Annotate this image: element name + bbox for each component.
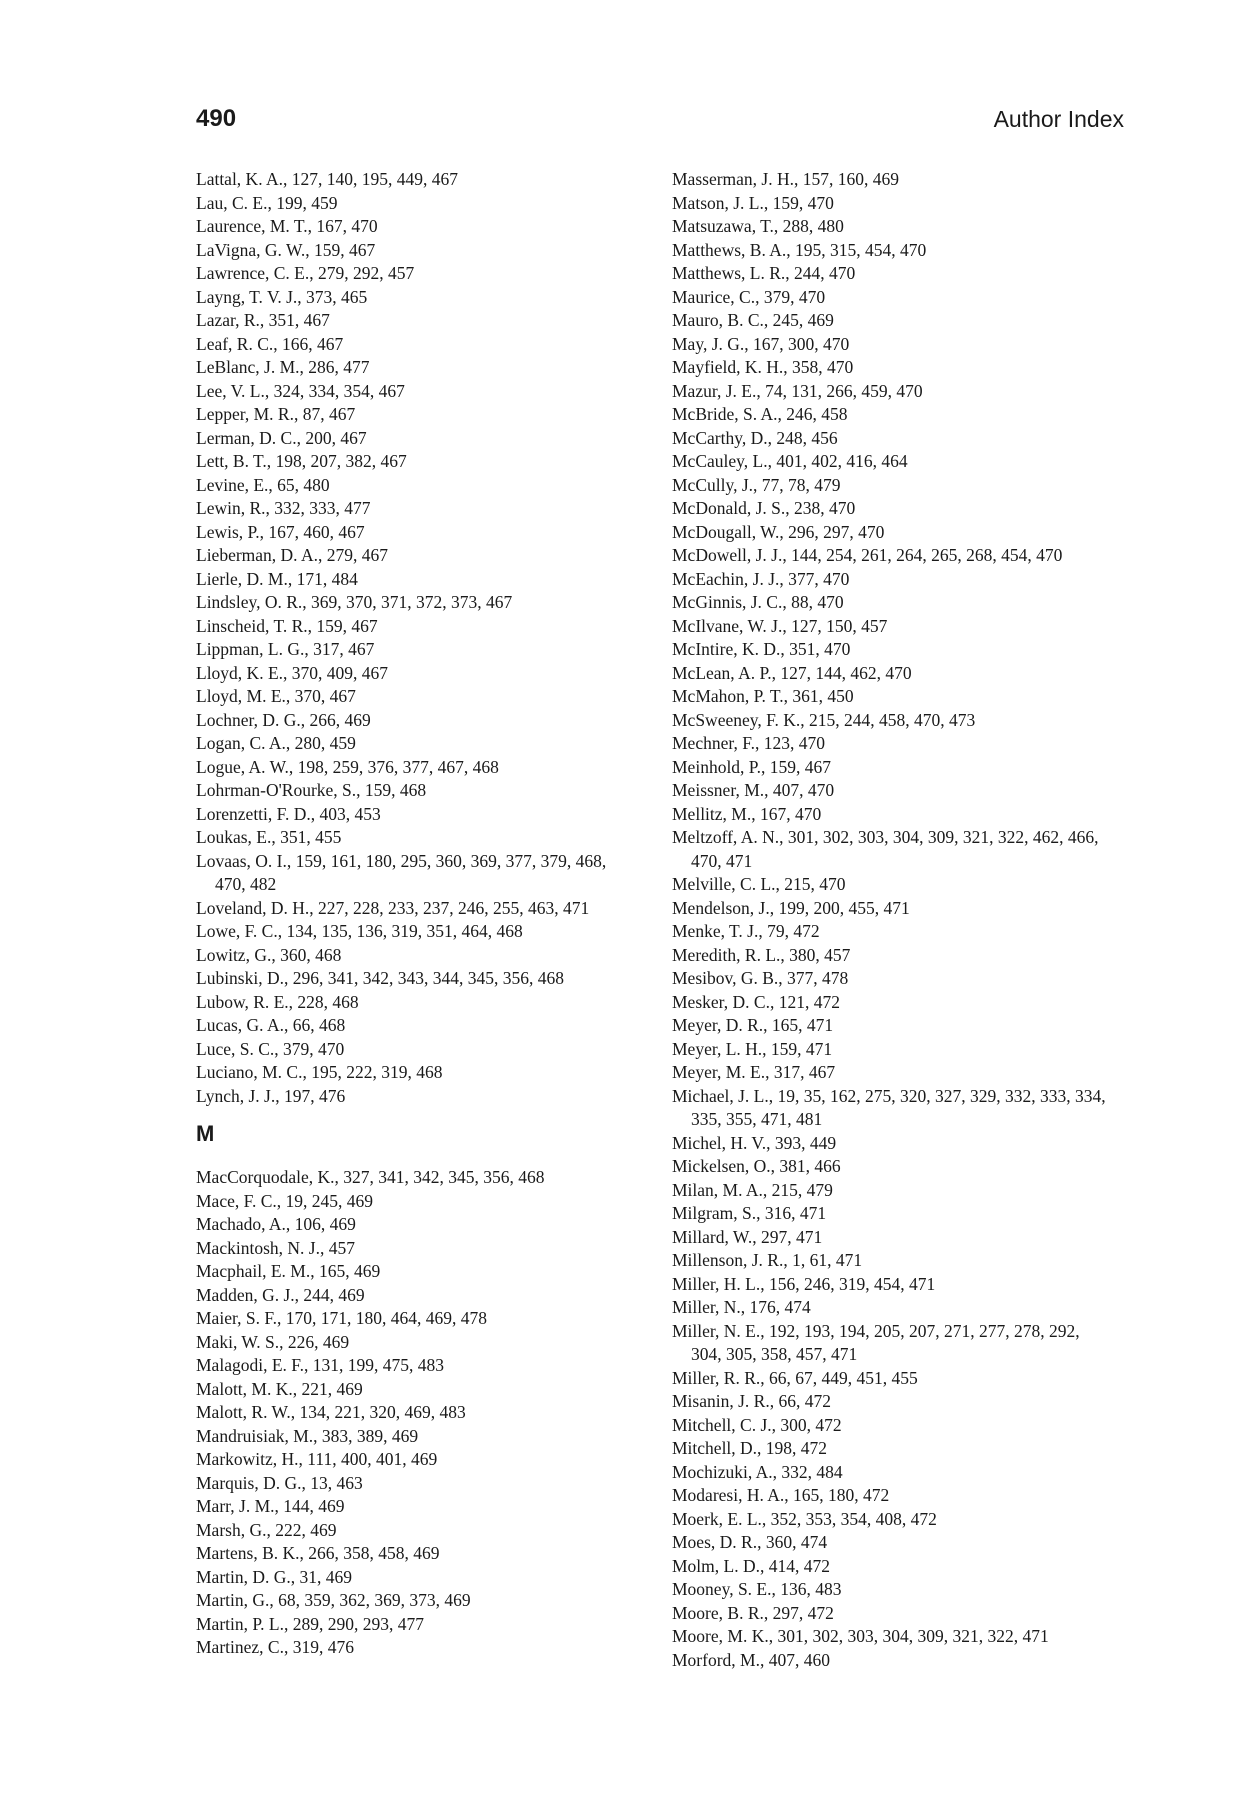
index-entry: Lowe, F. C., 134, 135, 136, 319, 351, 464, 468 [196,921,523,941]
index-entry: Lierle, D. M., 171, 484 [196,568,358,589]
index-entry: Lazar, R., 351, 467 [196,310,330,330]
index-entry: Mayfield, K. H., 358, 470 [672,357,854,377]
index-entry: Matthews, L. R., 244, 470 [672,263,856,283]
index-entry: Milgram, S., 316, 471 [672,1203,827,1223]
index-entry: Lubow, R. E., 228, 468 [196,991,359,1012]
index-entry: Lett, B. T., 198, 207, 382, 467 [196,451,407,471]
index-entry: Mochizuki, A., 332, 484 [672,1461,843,1482]
index-entry: Linscheid, T. R., 159, 467 [196,615,378,636]
index-entry: McCauley, L., 401, 402, 416, 464 [672,451,908,471]
index-entry: Meissner, M., 407, 470 [672,780,835,800]
index-entry: Maier, S. F., 170, 171, 180, 464, 469, 478 [196,1308,488,1328]
index-entry: Loukas, E., 351, 455 [196,827,342,847]
index-entry: Mitchell, C. J., 300, 472 [672,1414,842,1435]
index-entry: Masserman, J. H., 157, 160, 469 [672,169,899,189]
index-entry: Lewis, P., 167, 460, 467 [196,521,365,542]
index-entry: Lawrence, C. E., 279, 292, 457 [196,263,415,283]
index-entry: Mooney, S. E., 136, 483 [672,1579,842,1599]
index-entry: Lattal, K. A., 127, 140, 195, 449, 467 [196,169,458,189]
index-entry: Malott, M. K., 221, 469 [196,1378,363,1399]
index-entry: Logue, A. W., 198, 259, 376, 377, 467, 468 [196,756,499,777]
index-entry: Menke, T. J., 79, 472 [672,921,820,941]
index-entry: McEachin, J. J., 377, 470 [672,568,850,589]
index-entry: Miller, R. R., 66, 67, 449, 451, 455 [672,1367,918,1388]
index-entry: Malagodi, E. F., 131, 199, 475, 483 [196,1355,444,1375]
index-entry: McGinnis, J. C., 88, 470 [672,592,844,612]
index-entry: Mechner, F., 123, 470 [672,733,825,753]
index-entry: Mauro, B. C., 245, 469 [672,310,834,330]
index-entry: Morford, M., 407, 460 [672,1649,830,1670]
index-entry: Milan, M. A., 215, 479 [672,1179,833,1200]
index-entry: Lloyd, K. E., 370, 409, 467 [196,662,389,683]
index-entry: Mesibov, G. B., 377, 478 [672,968,849,988]
index-entry: Millard, W., 297, 471 [672,1226,823,1247]
index-entry: McCarthy, D., 248, 456 [672,427,838,448]
index-entry: McIntire, K. D., 351, 470 [672,639,851,659]
index-entry: Meinhold, P., 159, 467 [672,756,831,777]
index-entry: Moore, B. R., 297, 472 [672,1602,834,1623]
index-entry: Lorenzetti, F. D., 403, 453 [196,803,381,824]
index-entry: Mellitz, M., 167, 470 [672,803,822,824]
index-entry: Mace, F. C., 19, 245, 469 [196,1190,373,1211]
index-entry: Modaresi, H. A., 165, 180, 472 [672,1485,890,1505]
index-entry: Molm, L. D., 414, 472 [672,1555,830,1576]
index-entry: Millenson, J. R., 1, 61, 471 [672,1250,863,1270]
index-entry: McBride, S. A., 246, 458 [672,404,848,424]
index-entry: McDonald, J. S., 238, 470 [672,498,856,518]
index-entry: Michel, H. V., 393, 449 [672,1132,837,1153]
index-entry: Matthews, B. A., 195, 315, 454, 470 [672,239,927,260]
index-entry: Martin, G., 68, 359, 362, 369, 373, 469 [196,1590,471,1610]
index-entry: Martens, B. K., 266, 358, 458, 469 [196,1543,440,1563]
index-entry: McSweeney, F. K., 215, 244, 458, 470, 473 [672,709,976,730]
index-entry: Lloyd, M. E., 370, 467 [196,686,356,706]
index-entry: May, J. G., 167, 300, 470 [672,333,850,354]
index-entry: Mendelson, J., 199, 200, 455, 471 [672,897,910,918]
index-entry: Lowitz, G., 360, 468 [196,944,342,965]
entries-l-section [196,168,636,1108]
index-entry: Lohrman-O'Rourke, S., 159, 468 [196,780,427,800]
index-entry: Martinez, C., 319, 476 [196,1637,354,1657]
index-entry: Miller, N., 176, 474 [672,1297,811,1317]
index-entry: LeBlanc, J. M., 286, 477 [196,357,370,377]
index-entry: Machado, A., 106, 469 [196,1214,356,1234]
index-entry: Mickelsen, O., 381, 466 [672,1156,841,1176]
index-entry: Meyer, M. E., 317, 467 [672,1062,836,1082]
index-entry: Malott, R. W., 134, 221, 320, 469, 483 [196,1402,466,1422]
page-header [196,104,1124,134]
index-entry: Markowitz, H., 111, 400, 401, 469 [196,1449,438,1469]
index-entry: McCully, J., 77, 78, 479 [672,474,841,495]
index-entry: Michael, J. L., 19, 35, 162, 275, 320, 327, 329, 332, 333, 334, 335, 355, 471, 481 [672,1085,1106,1129]
index-entry: Logan, C. A., 280, 459 [196,733,356,753]
index-entry: Lovaas, O. I., 159, 161, 180, 295, 360, 369, 377, 379, 468, 470, 482 [196,850,607,894]
index-entry: Misanin, J. R., 66, 472 [672,1391,831,1411]
index-entry: Maki, W. S., 226, 469 [196,1331,350,1352]
index-entry: Lee, V. L., 324, 334, 354, 467 [196,380,405,401]
index-entry: Lerman, D. C., 200, 467 [196,427,367,448]
index-entry: Mackintosh, N. J., 457 [196,1237,355,1258]
page-number: 490 [196,105,237,132]
index-entry: Matson, J. L., 159, 470 [672,192,834,213]
index-entry: Macphail, E. M., 165, 469 [196,1261,381,1281]
index-entry: Lippman, L. G., 317, 467 [196,639,375,659]
index-entry: Moore, M. K., 301, 302, 303, 304, 309, 321, 322, 471 [672,1626,1049,1646]
entries-m-section-continued [672,168,1112,1672]
index-entry: Lindsley, O. R., 369, 370, 371, 372, 373, 467 [196,592,513,612]
index-entry: Laurence, M. T., 167, 470 [196,216,378,236]
index-entry: Mandruisiak, M., 383, 389, 469 [196,1425,419,1446]
index-entry: McDougall, W., 296, 297, 470 [672,521,885,542]
index-entry: Meyer, L. H., 159, 471 [672,1038,833,1059]
index-entry: Levine, E., 65, 480 [196,474,330,495]
index-entry: Matsuzawa, T., 288, 480 [672,216,844,236]
index-entry: Martin, D. G., 31, 469 [196,1566,353,1587]
index-entry: Mitchell, D., 198, 472 [672,1438,828,1458]
index-entry: Moes, D. R., 360, 474 [672,1532,828,1552]
index-entry: Marr, J. M., 144, 469 [196,1496,345,1516]
index-entry: Lucas, G. A., 66, 468 [196,1015,346,1035]
index-entry: LaVigna, G. W., 159, 467 [196,239,376,260]
index-entry: MacCorquodale, K., 327, 341, 342, 345, 356, 468 [196,1167,545,1187]
index-entry: Luce, S. C., 379, 470 [196,1038,345,1059]
index-entry: McLean, A. P., 127, 144, 462, 470 [672,662,912,683]
index-entry: Meyer, D. R., 165, 471 [672,1015,834,1035]
index-entry: Luciano, M. C., 195, 222, 319, 468 [196,1062,443,1082]
index-entry: Maurice, C., 379, 470 [672,286,826,307]
index-entry: Marsh, G., 222, 469 [196,1519,337,1540]
index-entry: Lynch, J. J., 197, 476 [196,1085,346,1106]
index-entry: Loveland, D. H., 227, 228, 233, 237, 246, 255, 463, 471 [196,897,590,918]
index-entry: Lubinski, D., 296, 341, 342, 343, 344, 345, 356, 468 [196,968,564,988]
right-column [672,168,1112,1672]
entries-m-section [196,1166,636,1660]
index-entry: Melville, C. L., 215, 470 [672,874,846,894]
index-entry: Mesker, D. C., 121, 472 [672,991,840,1012]
index-entry: Marquis, D. G., 13, 463 [196,1472,363,1493]
index-entry: McMahon, P. T., 361, 450 [672,686,854,706]
index-entry: Lau, C. E., 199, 459 [196,192,338,213]
index-entry: McIlvane, W. J., 127, 150, 457 [672,615,888,636]
section-letter-m: M [196,1121,215,1146]
index-entry: Lochner, D. G., 266, 469 [196,709,371,730]
index-entry: Meltzoff, A. N., 301, 302, 303, 304, 309, 321, 322, 462, 466, 470, 471 [672,827,1099,871]
index-entry: Madden, G. J., 244, 469 [196,1284,365,1305]
index-entry: Mazur, J. E., 74, 131, 266, 459, 470 [672,380,923,401]
index-entry: Lewin, R., 332, 333, 477 [196,498,371,518]
running-head: Author Index [993,106,1124,132]
index-entry: Moerk, E. L., 352, 353, 354, 408, 472 [672,1508,937,1529]
index-entry: Lieberman, D. A., 279, 467 [196,545,388,565]
index-entry: Lepper, M. R., 87, 467 [196,404,356,424]
index-entry: Meredith, R. L., 380, 457 [672,944,851,965]
index-entry: McDowell, J. J., 144, 254, 261, 264, 265, 268, 454, 470 [672,545,1063,565]
index-entry: Layng, T. V. J., 373, 465 [196,286,368,307]
index-entry: Miller, N. E., 192, 193, 194, 205, 207, 271, 277, 278, 292, 304, 305, 358, 457, 471 [672,1320,1080,1364]
index-entry: Martin, P. L., 289, 290, 293, 477 [196,1613,424,1634]
index-entry: Leaf, R. C., 166, 467 [196,333,344,354]
left-column [196,168,636,1660]
index-entry: Miller, H. L., 156, 246, 319, 454, 471 [672,1273,936,1294]
